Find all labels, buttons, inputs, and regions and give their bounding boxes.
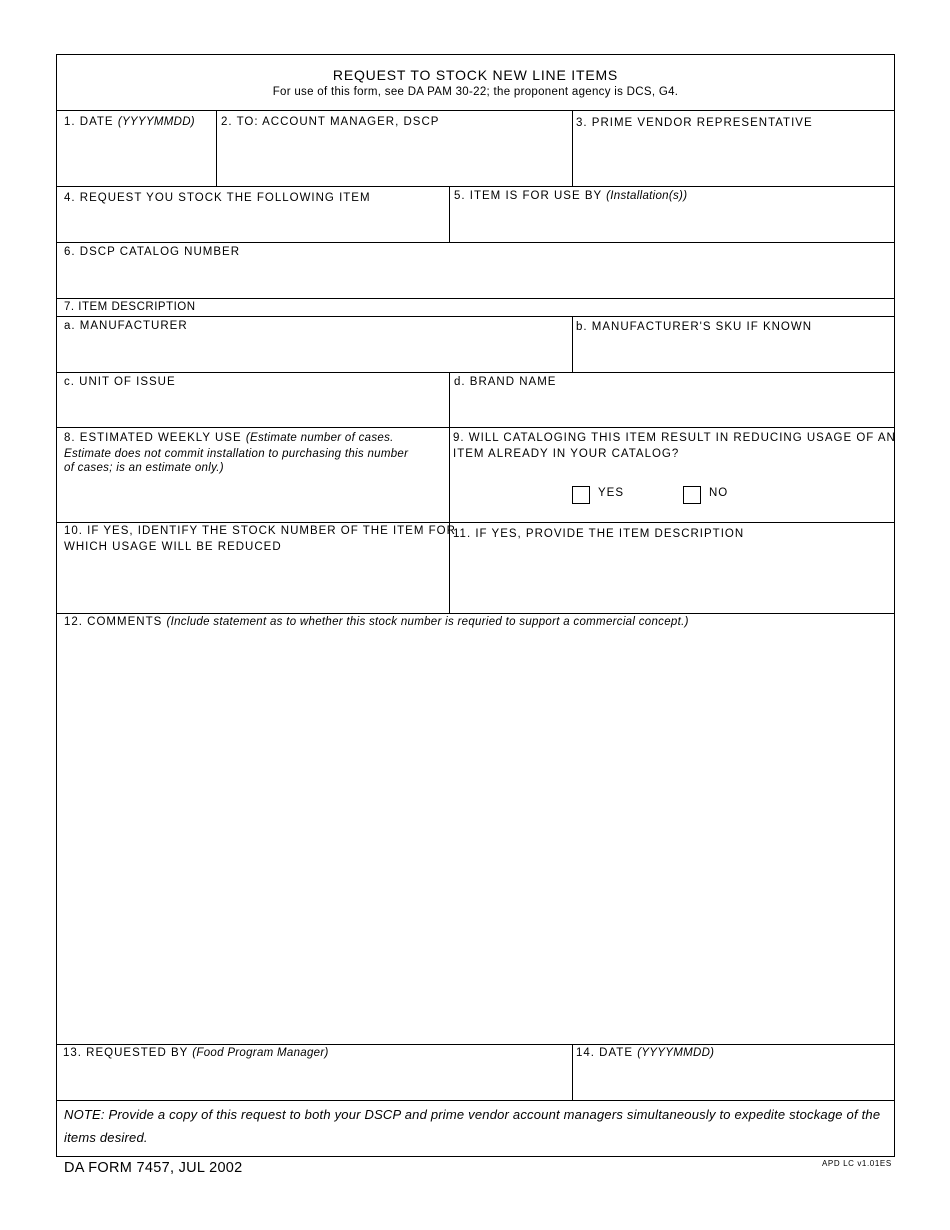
manufacturer-sku-label: b. MANUFACTURER'S SKU IF KNOWN: [576, 321, 813, 333]
reduced-stock-number-label-2: WHICH USAGE WILL BE REDUCED: [64, 541, 282, 553]
no-label: NO: [709, 487, 729, 499]
request-item-label: 4. REQUEST YOU STOCK THE FOLLOWING ITEM: [64, 192, 371, 204]
to-account-manager-label: 2. TO: ACCOUNT MANAGER, DSCP: [221, 116, 440, 128]
no-checkbox[interactable]: [683, 486, 701, 504]
request-date-field[interactable]: [572, 1045, 894, 1100]
row-2: [57, 187, 894, 243]
note-section: [57, 1101, 894, 1156]
form-header: [57, 55, 894, 111]
request-date-hint: (YYYYMMDD): [637, 1047, 715, 1059]
requested-by-field[interactable]: [57, 1045, 572, 1100]
comments-hint: (Include statement as to whether this stock number is requried to support a commercial concept.): [166, 616, 689, 628]
date-field[interactable]: [57, 111, 216, 186]
manufacturer-field[interactable]: [57, 317, 572, 372]
requested-by-hint: (Food Program Manager): [192, 1047, 329, 1059]
catalog-number-label: 6. DSCP CATALOG NUMBER: [64, 246, 241, 258]
comments-label: 12. COMMENTS: [64, 616, 163, 628]
row-8: [57, 523, 894, 614]
reduced-stock-number-field[interactable]: [57, 523, 456, 613]
reduced-item-description-field[interactable]: [449, 523, 894, 613]
manufacturer-label: a. MANUFACTURER: [64, 320, 188, 332]
weekly-use-hint-3: of cases; is an estimate only.): [64, 462, 224, 474]
row-6: [57, 373, 894, 428]
form-title: REQUEST TO STOCK NEW LINE ITEMS: [332, 67, 619, 83]
request-date-label: 14. DATE: [576, 1047, 633, 1059]
item-use-by-hint: (Installation(s)): [606, 190, 688, 202]
request-item-field[interactable]: [57, 187, 449, 242]
item-use-by-label: 5. ITEM IS FOR USE BY: [454, 190, 602, 202]
reduced-stock-number-label-1: 10. IF YES, IDENTIFY THE STOCK NUMBER OF THE ITEM FOR: [64, 525, 456, 537]
row-10: [57, 1045, 894, 1101]
unit-of-issue-field[interactable]: [57, 373, 449, 427]
note-text: NOTE: Provide a copy of this request to both your DSCP and prime vendor account managers simultaneously to expedite stockage of the items desired.: [64, 1107, 881, 1145]
weekly-use-field[interactable]: [57, 428, 449, 522]
row-1: [57, 111, 894, 187]
item-description-label: 7. ITEM DESCRIPTION: [64, 301, 196, 313]
manufacturer-sku-field[interactable]: [572, 317, 894, 372]
date-label: 1. DATE: [64, 116, 114, 128]
date-hint: (YYYYMMDD): [117, 116, 195, 128]
form-container: [56, 54, 895, 1157]
form-subtitle: For use of this form, see DA PAM 30-22; the proponent agency is DCS, G4.: [272, 86, 679, 98]
item-description-header: [57, 299, 894, 317]
brand-name-label: d. BRAND NAME: [454, 376, 557, 388]
comments-field[interactable]: [57, 614, 894, 1045]
prime-vendor-rep-field[interactable]: [572, 111, 894, 186]
reduced-item-description-label: 11. IF YES, PROVIDE THE ITEM DESCRIPTION: [453, 528, 745, 540]
item-use-by-field[interactable]: [449, 187, 894, 242]
row-7: [57, 428, 894, 523]
yes-checkbox[interactable]: [572, 486, 590, 504]
form-version: APD LC v1.01ES: [822, 1159, 892, 1168]
weekly-use-hint-2: Estimate does not commit installation to purchasing this number: [64, 448, 409, 460]
brand-name-field[interactable]: [449, 373, 894, 427]
reduce-usage-label-2: ITEM ALREADY IN YOUR CATALOG?: [453, 448, 680, 460]
weekly-use-label: 8. ESTIMATED WEEKLY USE: [64, 432, 242, 444]
weekly-use-hint-1: (Estimate number of cases.: [245, 432, 394, 444]
to-account-manager-field[interactable]: [216, 111, 572, 186]
requested-by-label: 13. REQUESTED BY: [63, 1047, 189, 1059]
form-number: DA FORM 7457, JUL 2002: [64, 1160, 243, 1176]
reduce-usage-label-1: 9. WILL CATALOGING THIS ITEM RESULT IN REDUCING USAGE OF AN: [453, 432, 896, 444]
catalog-number-field[interactable]: [57, 243, 894, 299]
unit-of-issue-label: c. UNIT OF ISSUE: [64, 376, 176, 388]
prime-vendor-rep-label: 3. PRIME VENDOR REPRESENTATIVE: [576, 117, 813, 129]
yes-label: YES: [598, 487, 625, 499]
row-5: [57, 317, 894, 373]
reduce-usage-question: [449, 428, 894, 522]
